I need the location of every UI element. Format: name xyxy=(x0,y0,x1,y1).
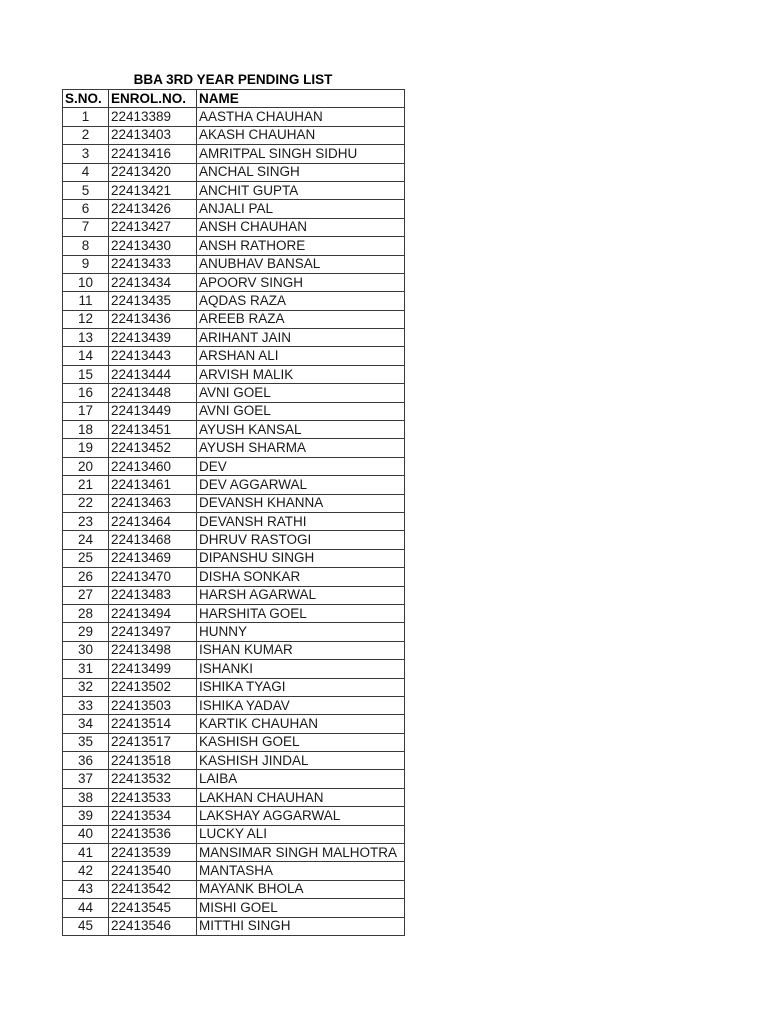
cell-name: MANTASHA xyxy=(197,862,405,880)
table-row xyxy=(63,660,405,678)
cell-name: AASTHA CHAUHAN xyxy=(197,108,405,126)
cell-enrol-no: 22413434 xyxy=(109,273,197,291)
cell-enrol-no: 22413420 xyxy=(109,163,197,181)
table-row xyxy=(63,329,405,347)
cell-sno: 43 xyxy=(63,880,109,898)
table-header-row xyxy=(63,90,405,108)
cell-name: ISHIKA YADAV xyxy=(197,696,405,714)
cell-sno: 8 xyxy=(63,237,109,255)
cell-sno: 35 xyxy=(63,733,109,751)
cell-enrol-no: 22413469 xyxy=(109,549,197,567)
cell-name: ARIHANT JAIN xyxy=(197,329,405,347)
cell-name: MISHI GOEL xyxy=(197,899,405,917)
table-row xyxy=(63,126,405,144)
cell-enrol-no: 22413451 xyxy=(109,421,197,439)
cell-sno: 11 xyxy=(63,292,109,310)
table-row xyxy=(63,917,405,935)
table-row xyxy=(63,696,405,714)
cell-sno: 4 xyxy=(63,163,109,181)
cell-sno: 15 xyxy=(63,365,109,383)
cell-name: HUNNY xyxy=(197,623,405,641)
cell-sno: 22 xyxy=(63,494,109,512)
column-header-sno: S.NO. xyxy=(63,90,109,108)
pending-list-sheet xyxy=(62,70,404,936)
table-row xyxy=(63,862,405,880)
cell-enrol-no: 22413514 xyxy=(109,715,197,733)
cell-sno: 18 xyxy=(63,421,109,439)
cell-name: ARSHAN ALI xyxy=(197,347,405,365)
table-row xyxy=(63,825,405,843)
cell-name: AVNI GOEL xyxy=(197,384,405,402)
cell-name: DEV AGGARWAL xyxy=(197,476,405,494)
table-row xyxy=(63,310,405,328)
table-row xyxy=(63,237,405,255)
cell-sno: 26 xyxy=(63,568,109,586)
cell-name: ISHANKI xyxy=(197,660,405,678)
cell-enrol-no: 22413503 xyxy=(109,696,197,714)
cell-sno: 29 xyxy=(63,623,109,641)
cell-name: AQDAS RAZA xyxy=(197,292,405,310)
table-row xyxy=(63,549,405,567)
cell-name: AVNI GOEL xyxy=(197,402,405,420)
cell-name: LUCKY ALI xyxy=(197,825,405,843)
column-header-name: NAME xyxy=(197,90,405,108)
cell-sno: 40 xyxy=(63,825,109,843)
column-header-enrol: ENROL.NO. xyxy=(109,90,197,108)
cell-sno: 10 xyxy=(63,273,109,291)
cell-enrol-no: 22413536 xyxy=(109,825,197,843)
cell-enrol-no: 22413448 xyxy=(109,384,197,402)
cell-enrol-no: 22413533 xyxy=(109,788,197,806)
cell-enrol-no: 22413403 xyxy=(109,126,197,144)
cell-enrol-no: 22413421 xyxy=(109,181,197,199)
cell-enrol-no: 22413498 xyxy=(109,641,197,659)
cell-sno: 16 xyxy=(63,384,109,402)
cell-enrol-no: 22413539 xyxy=(109,844,197,862)
cell-enrol-no: 22413470 xyxy=(109,568,197,586)
cell-name: KASHISH JINDAL xyxy=(197,752,405,770)
cell-name: LAKHAN CHAUHAN xyxy=(197,788,405,806)
cell-sno: 27 xyxy=(63,586,109,604)
cell-enrol-no: 22413443 xyxy=(109,347,197,365)
cell-enrol-no: 22413444 xyxy=(109,365,197,383)
table-row xyxy=(63,108,405,126)
cell-sno: 45 xyxy=(63,917,109,935)
table-row xyxy=(63,439,405,457)
cell-enrol-no: 22413483 xyxy=(109,586,197,604)
cell-name: DHRUV RASTOGI xyxy=(197,531,405,549)
table-row xyxy=(63,200,405,218)
table-row xyxy=(63,421,405,439)
cell-sno: 12 xyxy=(63,310,109,328)
table-row xyxy=(63,770,405,788)
table-row xyxy=(63,531,405,549)
table-row xyxy=(63,476,405,494)
table-row xyxy=(63,752,405,770)
table-row xyxy=(63,347,405,365)
cell-name: LAIBA xyxy=(197,770,405,788)
table-row xyxy=(63,715,405,733)
table-row xyxy=(63,292,405,310)
table-row xyxy=(63,494,405,512)
cell-sno: 20 xyxy=(63,457,109,475)
cell-name: AKASH CHAUHAN xyxy=(197,126,405,144)
cell-enrol-no: 22413540 xyxy=(109,862,197,880)
cell-enrol-no: 22413518 xyxy=(109,752,197,770)
page-title: BBA 3RD YEAR PENDING LIST xyxy=(133,72,333,87)
cell-name: ANCHIT GUPTA xyxy=(197,181,405,199)
cell-name: MANSIMAR SINGH MALHOTRA xyxy=(197,844,405,862)
cell-sno: 32 xyxy=(63,678,109,696)
cell-enrol-no: 22413517 xyxy=(109,733,197,751)
cell-sno: 41 xyxy=(63,844,109,862)
cell-enrol-no: 22413502 xyxy=(109,678,197,696)
cell-sno: 23 xyxy=(63,512,109,530)
cell-sno: 28 xyxy=(63,604,109,622)
table-row xyxy=(63,512,405,530)
cell-enrol-no: 22413435 xyxy=(109,292,197,310)
cell-sno: 31 xyxy=(63,660,109,678)
cell-sno: 2 xyxy=(63,126,109,144)
cell-enrol-no: 22413436 xyxy=(109,310,197,328)
cell-enrol-no: 22413389 xyxy=(109,108,197,126)
table-row xyxy=(63,880,405,898)
cell-name: ARVISH MALIK xyxy=(197,365,405,383)
cell-enrol-no: 22413427 xyxy=(109,218,197,236)
cell-enrol-no: 22413546 xyxy=(109,917,197,935)
cell-enrol-no: 22413426 xyxy=(109,200,197,218)
cell-enrol-no: 22413494 xyxy=(109,604,197,622)
table-row xyxy=(63,586,405,604)
cell-sno: 19 xyxy=(63,439,109,457)
cell-name: HARSH AGARWAL xyxy=(197,586,405,604)
cell-sno: 36 xyxy=(63,752,109,770)
table-row xyxy=(63,365,405,383)
cell-name: DEVANSH RATHI xyxy=(197,512,405,530)
cell-name: KARTIK CHAUHAN xyxy=(197,715,405,733)
cell-enrol-no: 22413463 xyxy=(109,494,197,512)
cell-name: DEVANSH KHANNA xyxy=(197,494,405,512)
table-row xyxy=(63,623,405,641)
cell-name: ANSH CHAUHAN xyxy=(197,218,405,236)
cell-sno: 34 xyxy=(63,715,109,733)
cell-sno: 39 xyxy=(63,807,109,825)
table-row xyxy=(63,788,405,806)
cell-enrol-no: 22413545 xyxy=(109,899,197,917)
cell-sno: 1 xyxy=(63,108,109,126)
cell-name: HARSHITA GOEL xyxy=(197,604,405,622)
cell-name: ANCHAL SINGH xyxy=(197,163,405,181)
table-row xyxy=(63,604,405,622)
cell-sno: 9 xyxy=(63,255,109,273)
table-row xyxy=(63,273,405,291)
cell-sno: 14 xyxy=(63,347,109,365)
table-row xyxy=(63,457,405,475)
cell-sno: 21 xyxy=(63,476,109,494)
table-row xyxy=(63,641,405,659)
cell-sno: 33 xyxy=(63,696,109,714)
cell-name: KASHISH GOEL xyxy=(197,733,405,751)
table-row xyxy=(63,402,405,420)
cell-name: AYUSH SHARMA xyxy=(197,439,405,457)
cell-name: ANUBHAV BANSAL xyxy=(197,255,405,273)
table-row xyxy=(63,181,405,199)
cell-enrol-no: 22413449 xyxy=(109,402,197,420)
cell-name: DISHA SONKAR xyxy=(197,568,405,586)
cell-name: ANSH RATHORE xyxy=(197,237,405,255)
cell-sno: 30 xyxy=(63,641,109,659)
cell-name: MAYANK BHOLA xyxy=(197,880,405,898)
cell-enrol-no: 22413497 xyxy=(109,623,197,641)
table-row xyxy=(63,218,405,236)
cell-enrol-no: 22413416 xyxy=(109,145,197,163)
table-row xyxy=(63,255,405,273)
cell-enrol-no: 22413461 xyxy=(109,476,197,494)
cell-enrol-no: 22413433 xyxy=(109,255,197,273)
cell-name: MITTHI SINGH xyxy=(197,917,405,935)
cell-sno: 5 xyxy=(63,181,109,199)
cell-name: LAKSHAY AGGARWAL xyxy=(197,807,405,825)
cell-sno: 44 xyxy=(63,899,109,917)
table-row xyxy=(63,678,405,696)
pending-list-table xyxy=(62,89,405,936)
table-row xyxy=(63,844,405,862)
cell-sno: 7 xyxy=(63,218,109,236)
cell-sno: 25 xyxy=(63,549,109,567)
cell-name: APOORV SINGH xyxy=(197,273,405,291)
table-row xyxy=(63,163,405,181)
table-row xyxy=(63,807,405,825)
cell-name: AMRITPAL SINGH SIDHU xyxy=(197,145,405,163)
cell-sno: 42 xyxy=(63,862,109,880)
cell-name: ANJALI PAL xyxy=(197,200,405,218)
cell-sno: 17 xyxy=(63,402,109,420)
cell-enrol-no: 22413439 xyxy=(109,329,197,347)
table-body xyxy=(63,108,405,936)
cell-sno: 6 xyxy=(63,200,109,218)
cell-sno: 3 xyxy=(63,145,109,163)
cell-enrol-no: 22413468 xyxy=(109,531,197,549)
cell-name: AYUSH KANSAL xyxy=(197,421,405,439)
cell-enrol-no: 22413532 xyxy=(109,770,197,788)
cell-enrol-no: 22413542 xyxy=(109,880,197,898)
cell-sno: 24 xyxy=(63,531,109,549)
table-row xyxy=(63,145,405,163)
cell-enrol-no: 22413464 xyxy=(109,512,197,530)
table-row xyxy=(63,568,405,586)
cell-name: ISHAN KUMAR xyxy=(197,641,405,659)
cell-enrol-no: 22413452 xyxy=(109,439,197,457)
table-row xyxy=(63,384,405,402)
cell-name: AREEB RAZA xyxy=(197,310,405,328)
cell-enrol-no: 22413534 xyxy=(109,807,197,825)
cell-sno: 38 xyxy=(63,788,109,806)
cell-name: ISHIKA TYAGI xyxy=(197,678,405,696)
cell-enrol-no: 22413430 xyxy=(109,237,197,255)
cell-enrol-no: 22413499 xyxy=(109,660,197,678)
cell-sno: 37 xyxy=(63,770,109,788)
cell-name: DIPANSHU SINGH xyxy=(197,549,405,567)
cell-name: DEV xyxy=(197,457,405,475)
cell-sno: 13 xyxy=(63,329,109,347)
cell-enrol-no: 22413460 xyxy=(109,457,197,475)
table-row xyxy=(63,899,405,917)
table-row xyxy=(63,733,405,751)
